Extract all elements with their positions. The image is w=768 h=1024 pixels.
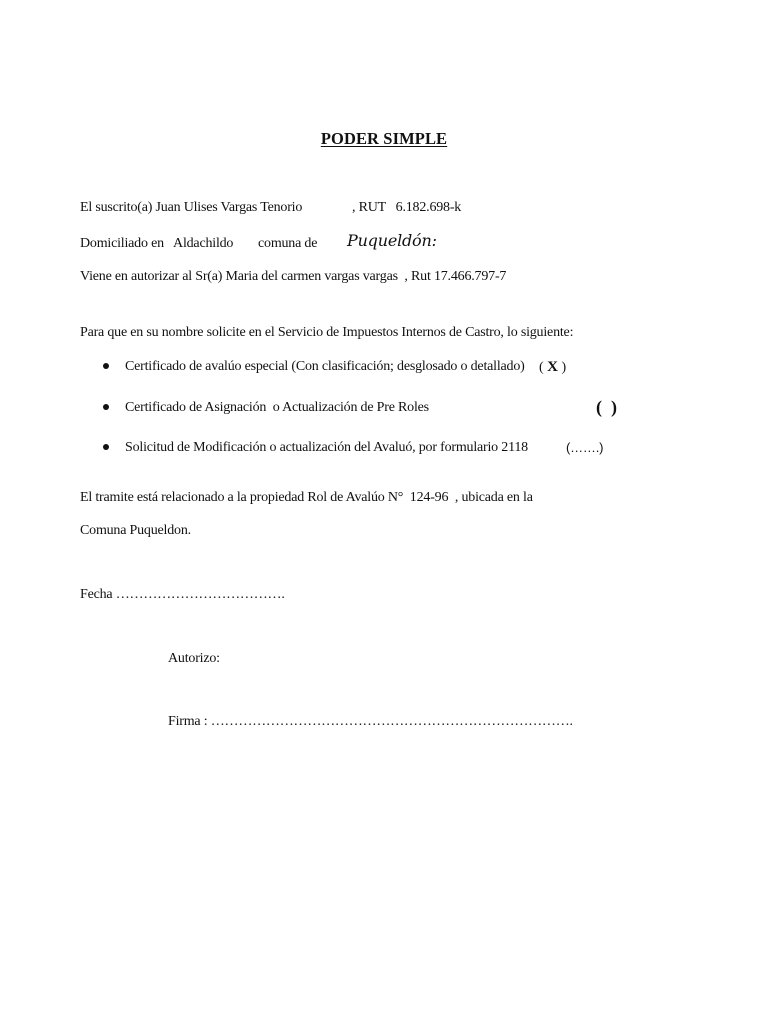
comuna-label: comuna de [258, 236, 318, 251]
comuna-value: Puqueldón: [347, 231, 437, 250]
bullet-icon [103, 363, 109, 369]
item-1-mark-open: ( [539, 360, 544, 375]
domicilio-line: Domiciliado en Aldachildo [80, 236, 234, 251]
item-1-mark [539, 358, 566, 377]
autoriza-line: Viene en autorizar al Sr(a) Maria del carmen vargas vargas , Rut 17.466.797-7 [80, 269, 507, 284]
comuna-line: Comuna Puqueldon. [80, 523, 191, 538]
bullet-icon [103, 444, 109, 450]
bullet-icon [103, 404, 109, 410]
fecha-line: Fecha ………………………………. [80, 587, 285, 602]
item-3-text: Solicitud de Modificación o actualización del Avaluó, por formulario 2118 [125, 440, 528, 455]
item-1-mark-value: X [547, 359, 559, 375]
item-1-mark-close: ) [561, 360, 567, 375]
item-2-text: Certificado de Asignación o Actualización de Pre Roles [125, 400, 429, 415]
tramite-line: El tramite está relacionado a la propiedad Rol de Avalúo N° 124-96 , ubicada en la [80, 490, 533, 505]
document-title: PODER SIMPLE [320, 129, 448, 148]
intro-line: Para que en su nombre solicite en el Servicio de Impuestos Internos de Castro, lo siguiente: [80, 325, 574, 340]
autorizo-label: Autorizo: [168, 651, 220, 666]
item-1-text: Certificado de avalúo especial (Con clasificación; desglosado o detallado) [125, 359, 525, 374]
suscrito-line: El suscrito(a) Juan Ulises Vargas Tenorio [80, 200, 303, 215]
firma-line: Firma : ……………………………………………………………………. [168, 714, 573, 729]
item-3-mark: (…….) [566, 440, 604, 455]
item-2-mark: ( ) [596, 397, 617, 417]
rut-suscrito: , RUT 6.182.698-k [352, 200, 462, 215]
